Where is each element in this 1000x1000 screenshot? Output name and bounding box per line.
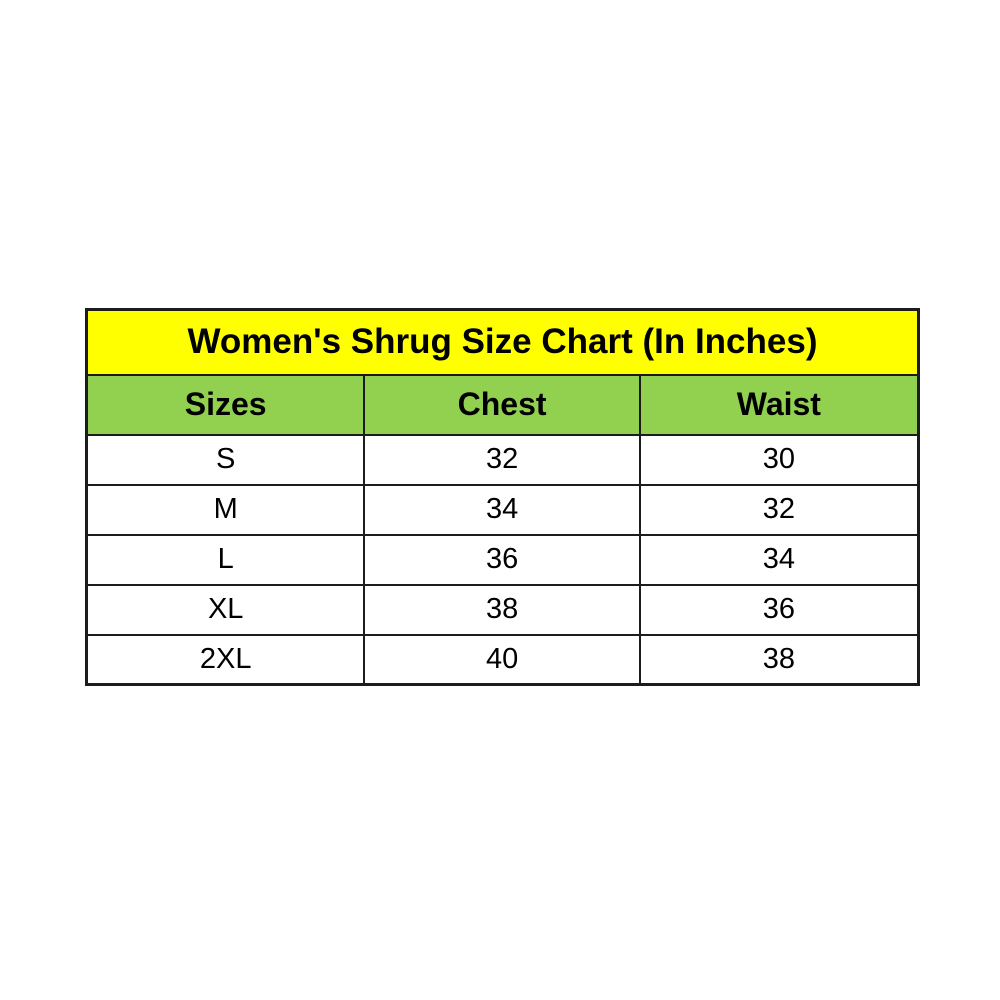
table-row [87, 585, 919, 635]
chest-cell: 36 [364, 535, 639, 585]
table-row [87, 435, 919, 485]
waist-cell: 34 [640, 535, 919, 585]
header-row [87, 375, 919, 435]
table-title: Women's Shrug Size Chart (In Inches) [87, 310, 919, 375]
column-header-sizes: Sizes [87, 375, 365, 435]
size-cell: S [87, 435, 365, 485]
waist-cell: 36 [640, 585, 919, 635]
chest-cell: 40 [364, 635, 639, 685]
size-cell: XL [87, 585, 365, 635]
waist-cell: 38 [640, 635, 919, 685]
column-header-waist: Waist [640, 375, 919, 435]
waist-cell: 32 [640, 485, 919, 535]
size-cell: 2XL [87, 635, 365, 685]
size-cell: L [87, 535, 365, 585]
title-row [87, 310, 919, 375]
size-cell: M [87, 485, 365, 535]
chest-cell: 38 [364, 585, 639, 635]
table-row [87, 535, 919, 585]
chest-cell: 32 [364, 435, 639, 485]
size-chart-table [85, 308, 920, 686]
chest-cell: 34 [364, 485, 639, 535]
waist-cell: 30 [640, 435, 919, 485]
table-row [87, 485, 919, 535]
table-row [87, 635, 919, 685]
column-header-chest: Chest [364, 375, 639, 435]
